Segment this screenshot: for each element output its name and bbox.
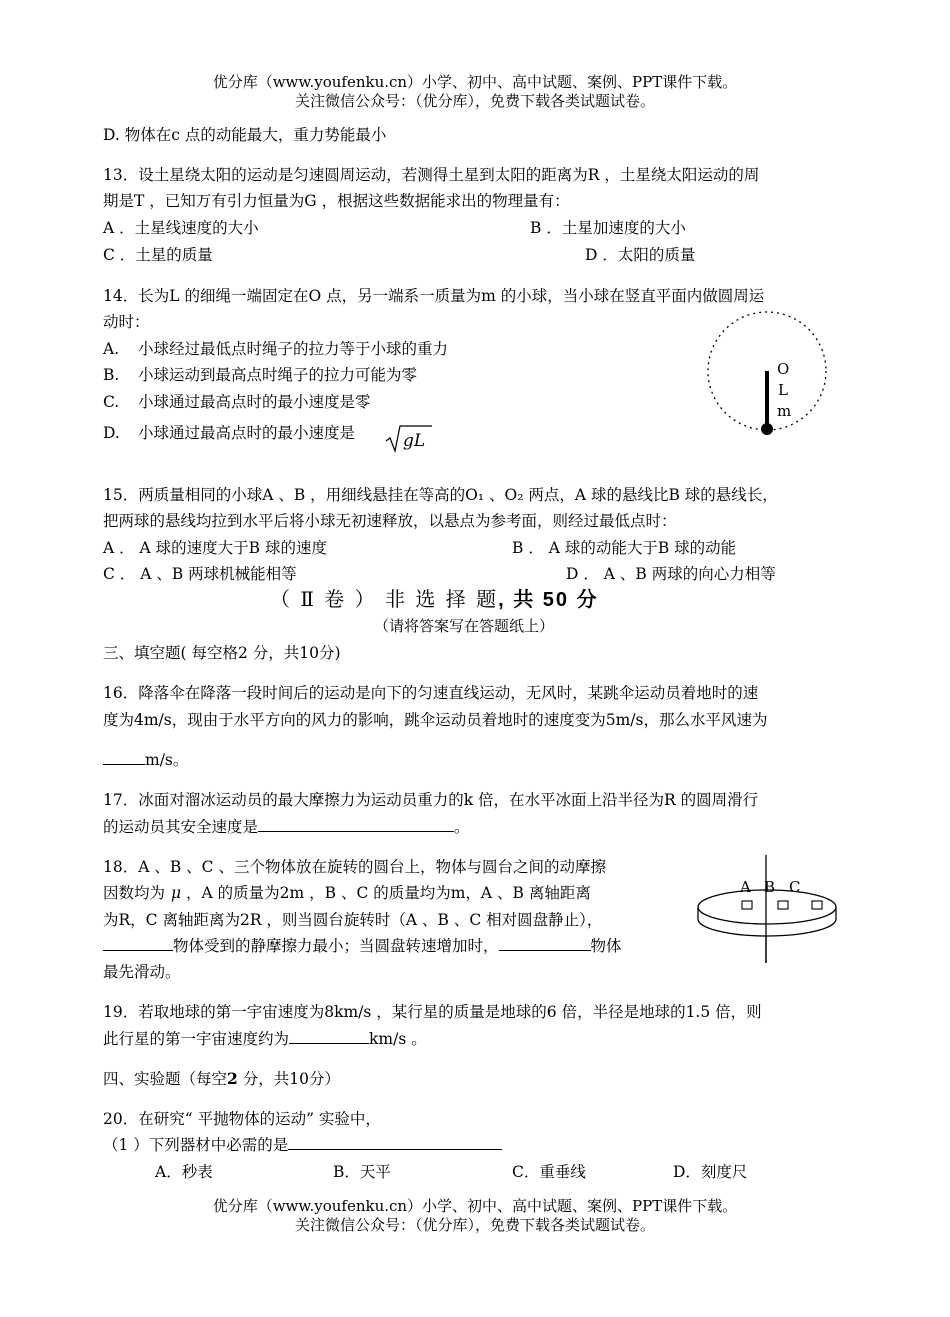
q20-sub-1-prefix: （1 ）下列器材中必需的是	[103, 1136, 289, 1154]
q19-answer-blank[interactable]	[289, 1029, 369, 1044]
q16-line-1: 16．降落伞在降落一段时间后的运动是向下的匀速直线运动，无风时，某跳伞运动员着地时的速	[103, 684, 759, 702]
footer-line-1: 优分库（www.youfenku.cn）小学、初中、高中试题、案例、PPT课件下载。	[212, 1197, 738, 1215]
q13-option-c: C ．土星的质量	[103, 246, 213, 264]
turntable-diagram	[694, 855, 844, 965]
q14-option-d: 小球通过最高点时的最小速度是	[138, 424, 356, 442]
q15-option-c: C ． A 、B 两球机械能相等	[103, 565, 297, 583]
header-line-1: 优分库（www.youfenku.cn）小学、初中、高中试题、案例、PPT课件下载。	[212, 73, 738, 91]
q14-line-2: 动时：	[103, 313, 150, 331]
q18-line-2	[103, 883, 591, 903]
q19-line-2-suffix: km/s 。	[369, 1030, 427, 1048]
q14-line-1: 14．长为L 的细绳一端固定在O 点，另一端系一质量为m 的小球，当小球在竖直平面内做圆周运	[103, 287, 765, 305]
q13-option-a: A ．土星线速度的大小	[103, 219, 259, 237]
footer-line-2: 关注微信公众号：（优分库），免费下载各类试题试卷。	[294, 1216, 655, 1234]
q18-line-2-suffix: ，A 的质量为2m ，B 、C 的质量均为m，A 、B 离轴距离	[181, 884, 591, 902]
q14-option-a: 小球经过最低点时绳子的拉力等于小球的重力	[138, 340, 449, 358]
object-a	[742, 901, 752, 909]
q16-answer-blank[interactable]	[103, 750, 145, 765]
q20-line-1: 20．在研究“ 平抛物体的运动” 实验中，	[103, 1110, 381, 1128]
q20-option-a: A．秒表	[155, 1163, 213, 1181]
section4-heading-suffix: 分，共10分）	[237, 1070, 340, 1088]
section4-heading-prefix: 四、实验题（每空	[103, 1070, 228, 1088]
q18-line-4	[103, 936, 622, 956]
label-a: A	[740, 878, 751, 896]
q14-option-b: 小球运动到最高点时绳子的拉力可能为零	[138, 366, 418, 384]
q15-line-1: 15．两质量相同的小球A 、B ，用细线悬挂在等高的O₁ 、O₂ 两点，A 球的悬线比B 球的悬线长，	[103, 486, 778, 504]
label-m: m	[777, 402, 792, 420]
q17-answer-blank[interactable]	[258, 817, 454, 832]
label-l: L	[778, 381, 788, 399]
q16-line-3	[103, 750, 188, 770]
part2-title-prefix: （ Ⅱ 卷 ） 非 选 择 题	[270, 587, 499, 611]
object-b	[778, 901, 788, 909]
label-b: B	[764, 878, 776, 896]
q16-unit: m/s。	[145, 751, 189, 769]
label-o: O	[777, 360, 790, 378]
pendulum-circle-diagram	[700, 310, 835, 445]
q18-answer-blank-1[interactable]	[103, 936, 173, 951]
q15-option-d: D ． A 、B 两球的向心力相等	[566, 565, 776, 583]
sqrt-radicand: gL	[403, 431, 426, 451]
q20-option-c: C．重垂线	[512, 1163, 586, 1181]
q20-option-d: D．刻度尺	[673, 1163, 748, 1181]
q13-line-1: 13．设土星绕太阳的运动是匀速圆周运动，若测得土星到太阳的距离为R ，土星绕太阳运动的周	[103, 166, 760, 184]
section4-heading	[103, 1069, 340, 1089]
section3-heading: 三、填空题( 每空格2 分，共10分)	[103, 644, 341, 662]
q17-line-2	[103, 817, 470, 837]
sqrt-formula	[384, 424, 434, 454]
q19-line-2	[103, 1029, 427, 1049]
q14-option-c-letter: C.	[103, 393, 120, 411]
q18-line-1: 18．A 、B 、C 、三个物体放在旋转的圆台上，物体与圆台之间的动摩擦	[103, 858, 606, 876]
q17-line-2-suffix: 。	[454, 818, 470, 836]
mu-symbol: μ	[171, 884, 182, 902]
q14-option-b-letter: B.	[103, 366, 120, 384]
q13-option-b: B ．土星加速度的大小	[530, 219, 686, 237]
q18-line-2-prefix: 因数均为	[103, 884, 166, 902]
part2-subtitle: （请将答案写在答题纸上）	[374, 617, 555, 635]
q19-line-1: 19．若取地球的第一宇宙速度为8km/s ，某行星的质量是地球的6 倍，半径是地球的1.5 倍，则	[103, 1003, 762, 1021]
q18-line-4-end: 物体	[590, 937, 622, 955]
q14-option-d-letter: D.	[103, 424, 120, 442]
ball	[761, 423, 773, 435]
q19-line-2-prefix: 此行星的第一宇宙速度约为	[103, 1030, 290, 1048]
section4-heading-num: 2	[227, 1069, 238, 1088]
part2-title	[270, 589, 599, 610]
header-line-2: 关注微信公众号：（优分库），免费下载各类试题试卷。	[294, 92, 655, 110]
q18-line-4-mid: 物体受到的静摩擦力最小；当圆盘转速增加时，	[173, 937, 499, 955]
q18-line-3: 为R，C 离轴距离为2R ，则当圆台旋转时（A 、B 、C 相对圆盘静止），	[103, 911, 603, 929]
q17-line-2-prefix: 的运动员其安全速度是	[103, 818, 259, 836]
q14-option-c: 小球通过最高点时的最小速度是零	[138, 393, 371, 411]
q17-line-1: 17．冰面对溜冰运动员的最大摩擦力为运动员重力的k 倍，在水平冰面上沿半径为R 的圆周滑行	[103, 791, 759, 809]
q20-answer-blank[interactable]	[288, 1135, 502, 1150]
object-c	[812, 901, 822, 909]
q15-line-2: 把两球的悬线均拉到水平后将小球无初速释放，以悬点为参考面，则经过最低点时：	[103, 512, 677, 530]
q13-line-2: 期是T ，已知万有引力恒量为G ，根据这些数据能求出的物理量有：	[103, 192, 570, 210]
q18-answer-blank-2[interactable]	[499, 936, 591, 951]
q16-line-2: 度为4m/s，现由于水平方向的风力的影响，跳伞运动员着地时的速度变为5m/s，那么水平风速为	[103, 711, 768, 729]
q20-sub-1	[103, 1135, 502, 1155]
q15-option-a: A ． A 球的速度大于B 球的速度	[103, 539, 327, 557]
q13-option-d: D ．太阳的质量	[585, 246, 696, 264]
q14-option-a-letter: A.	[103, 340, 120, 358]
part2-title-suffix: , 共 50 分	[498, 589, 599, 611]
q15-option-b: B ． A 球的动能大于B 球的动能	[512, 539, 737, 557]
label-c: C	[789, 878, 801, 896]
q18-line-5: 最先滑动。	[103, 963, 181, 981]
q20-option-b: B．天平	[333, 1163, 391, 1181]
q12-option-d: D. 物体在c 点的动能最大，重力势能最小	[103, 126, 387, 144]
